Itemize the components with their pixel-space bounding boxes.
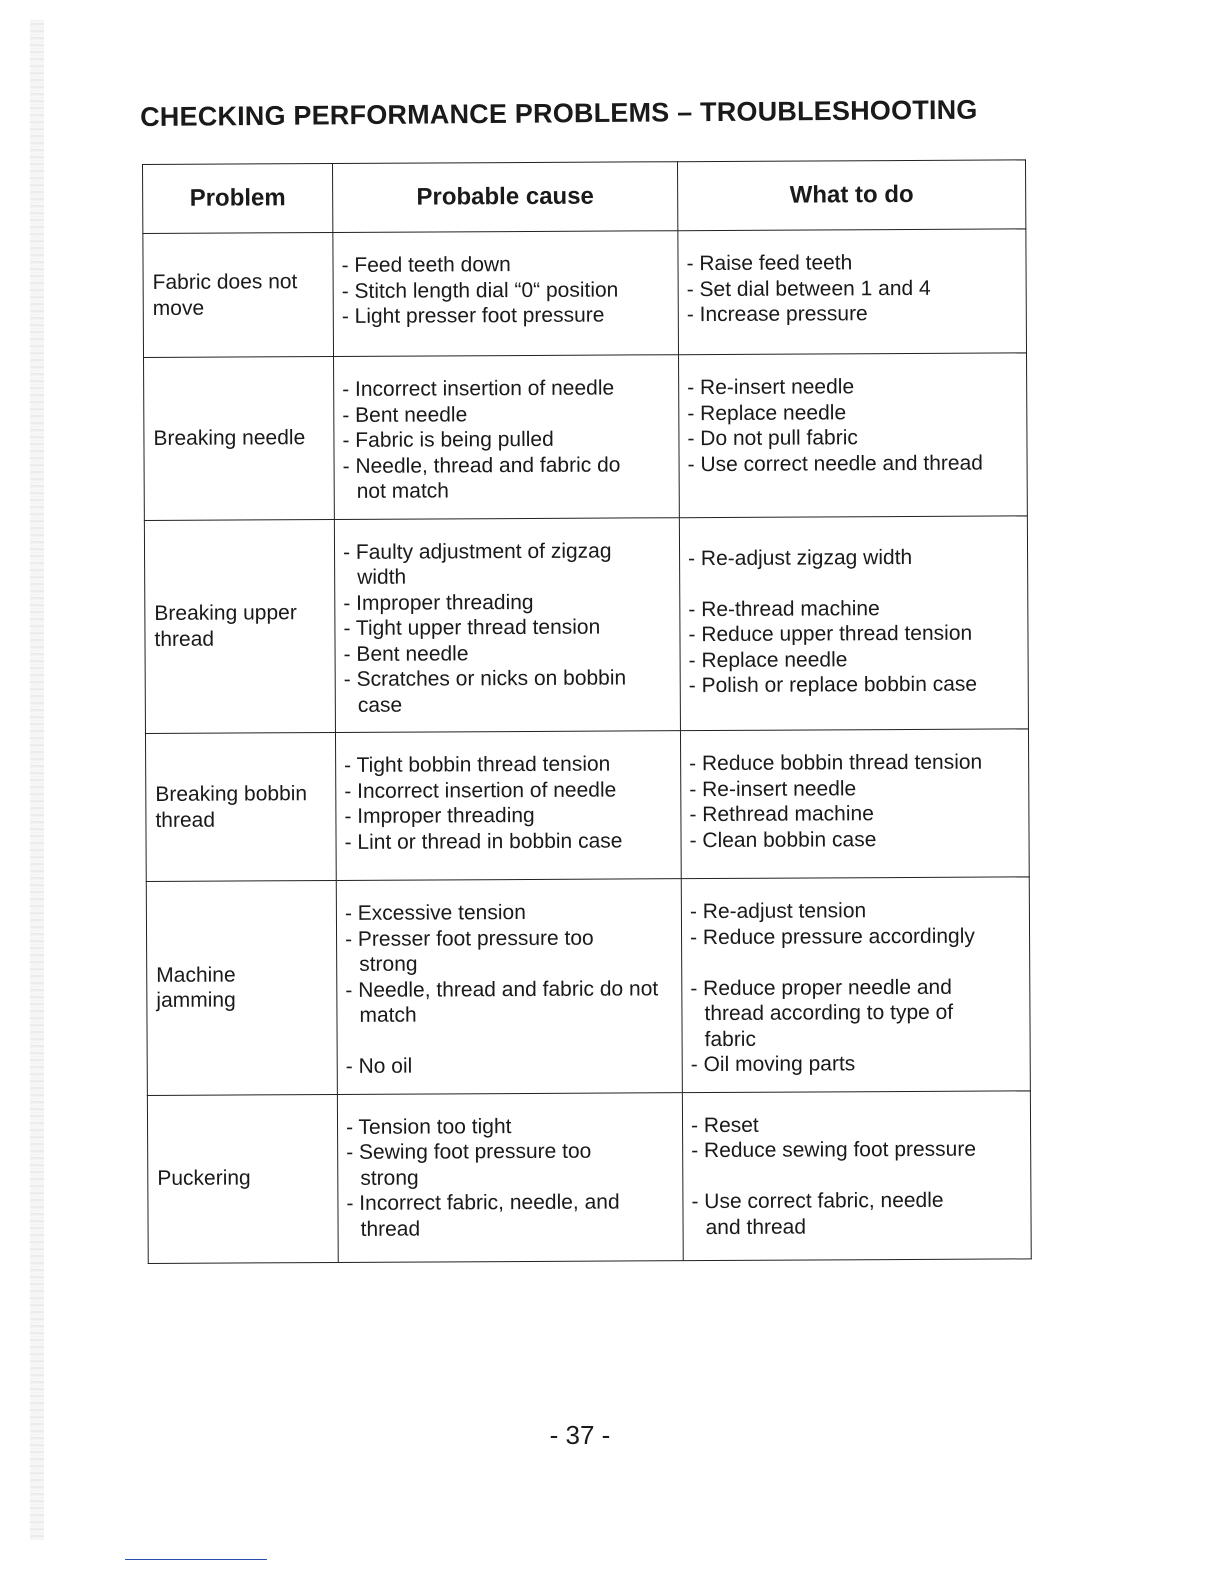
cause-line: - Excessive tension bbox=[344, 901, 526, 925]
cause-cell bbox=[334, 355, 680, 519]
action-cell bbox=[681, 877, 1030, 1092]
cause-line: - Needle, thread and fabric do not match bbox=[345, 976, 659, 1027]
problem-cell bbox=[144, 519, 335, 733]
action-cell bbox=[682, 1090, 1031, 1260]
action-line: - Use correct fabric, needle and thread bbox=[691, 1188, 944, 1239]
problem-cell: Fabric does not move bbox=[143, 233, 334, 358]
action-line: - Reduce bobbin thread tension bbox=[689, 750, 983, 776]
action-cell bbox=[679, 353, 1028, 517]
action-line: - Polish or replace bobbin case bbox=[688, 672, 978, 698]
table-header-row bbox=[143, 160, 1026, 234]
action-cell bbox=[678, 229, 1027, 355]
troubleshooting-table bbox=[142, 159, 1032, 1263]
header-probable-cause: Probable cause bbox=[333, 162, 678, 233]
action-line: - Reduce upper thread tension bbox=[688, 621, 973, 647]
problem-label: Breaking bobbin thread bbox=[155, 782, 308, 832]
page-title: CHECKING PERFORMANCE PROBLEMS – TROUBLESHOOTING bbox=[140, 94, 978, 132]
problem-label: Machine jamming bbox=[156, 963, 236, 1013]
problem-cell bbox=[146, 880, 337, 1094]
table-row bbox=[144, 515, 1028, 733]
cause-line: - Lint or thread in bobbin case bbox=[344, 828, 623, 854]
table-row bbox=[143, 229, 1027, 358]
cause-line: - Incorrect insertion of needle bbox=[342, 376, 615, 401]
header-problem: Problem bbox=[143, 164, 333, 234]
action-line: - Re-insert needle bbox=[687, 375, 855, 400]
action-cell bbox=[679, 515, 1028, 730]
cause-line: - Presser foot pressure too strong bbox=[345, 926, 594, 976]
action-spacer bbox=[688, 569, 1019, 596]
action-line: - Reduce sewing foot pressure bbox=[691, 1137, 977, 1163]
action-line: - Clean bobbin case bbox=[689, 827, 877, 852]
cause-line: - Tension too tight bbox=[345, 1114, 512, 1139]
action-line: - Re-adjust tension bbox=[689, 899, 867, 924]
cause-line: - Sewing foot pressure too strong bbox=[346, 1139, 592, 1190]
troubleshooting-table-wrapper bbox=[142, 159, 1031, 1263]
cause-line: - Bent needle bbox=[342, 402, 468, 427]
action-spacer bbox=[690, 948, 1021, 975]
cause-cell bbox=[337, 1092, 683, 1262]
page-number: - 37 - bbox=[549, 1420, 611, 1450]
action-line: - Re-thread machine bbox=[688, 596, 880, 621]
problem-label: Breaking upper thread bbox=[154, 601, 297, 651]
action-line: - Re-adjust zigzag width bbox=[688, 545, 913, 570]
action-line: - Raise feed teeth bbox=[686, 251, 853, 276]
action-line: - Replace needle bbox=[688, 647, 848, 672]
cause-line: - Stitch length dial “0“ position bbox=[341, 278, 619, 303]
table-row bbox=[145, 729, 1029, 882]
cause-line: - Incorrect fabric, needle, and thread bbox=[346, 1190, 620, 1241]
action-line: - Reduce pressure accordingly bbox=[689, 924, 975, 949]
problem-cell: Breaking needle bbox=[144, 356, 335, 519]
cause-line: - Light presser foot pressure bbox=[341, 303, 605, 328]
cause-line: - Feed teeth down bbox=[341, 253, 511, 277]
action-line: - Reduce proper needle and thread according to type of fabric bbox=[690, 975, 954, 1051]
action-line: - Re-insert needle bbox=[689, 776, 857, 801]
action-line: - Increase pressure bbox=[686, 302, 868, 327]
cause-line: - Fabric is being pulled bbox=[342, 427, 554, 452]
cause-line: - Faulty adjustment of zigzag width bbox=[342, 539, 612, 589]
cause-line: - No oil bbox=[345, 1054, 413, 1078]
action-line: - Rethread machine bbox=[689, 802, 874, 827]
problem-cell: Puckering bbox=[147, 1094, 338, 1263]
cause-line: - Bent needle bbox=[343, 641, 469, 666]
cause-cell bbox=[333, 231, 679, 357]
action-line: - Oil moving parts bbox=[690, 1052, 856, 1077]
action-line: - Reset bbox=[690, 1113, 759, 1137]
header-what-to-do: What to do bbox=[677, 160, 1025, 231]
cause-spacer bbox=[346, 1027, 674, 1054]
table-row bbox=[144, 353, 1028, 520]
cause-line: - Incorrect insertion of needle bbox=[344, 778, 617, 803]
cause-line: - Improper threading bbox=[344, 803, 535, 828]
action-line: - Do not pull fabric bbox=[687, 426, 858, 451]
cause-line: - Improper threading bbox=[343, 590, 534, 615]
cause-cell bbox=[335, 731, 681, 881]
action-line: - Set dial between 1 and 4 bbox=[686, 276, 931, 301]
table-row bbox=[146, 877, 1030, 1095]
cause-line: - Needle, thread and fabric do not match bbox=[342, 452, 621, 503]
cause-line: - Tight upper thread tension bbox=[343, 615, 601, 640]
footer-rule bbox=[125, 1559, 267, 1560]
action-line: - Use correct needle and thread bbox=[687, 451, 983, 476]
action-cell bbox=[680, 729, 1029, 879]
scan-edge-artifact bbox=[30, 20, 44, 1540]
cause-line: - Tight bobbin thread tension bbox=[344, 752, 611, 777]
cause-cell bbox=[336, 879, 682, 1094]
cause-cell bbox=[334, 517, 680, 732]
problem-cell bbox=[145, 732, 336, 881]
cause-line: - Scratches or nicks on bobbin case bbox=[343, 666, 627, 717]
action-line: - Replace needle bbox=[687, 400, 847, 425]
action-spacer bbox=[691, 1162, 1022, 1189]
table-row bbox=[147, 1090, 1031, 1263]
